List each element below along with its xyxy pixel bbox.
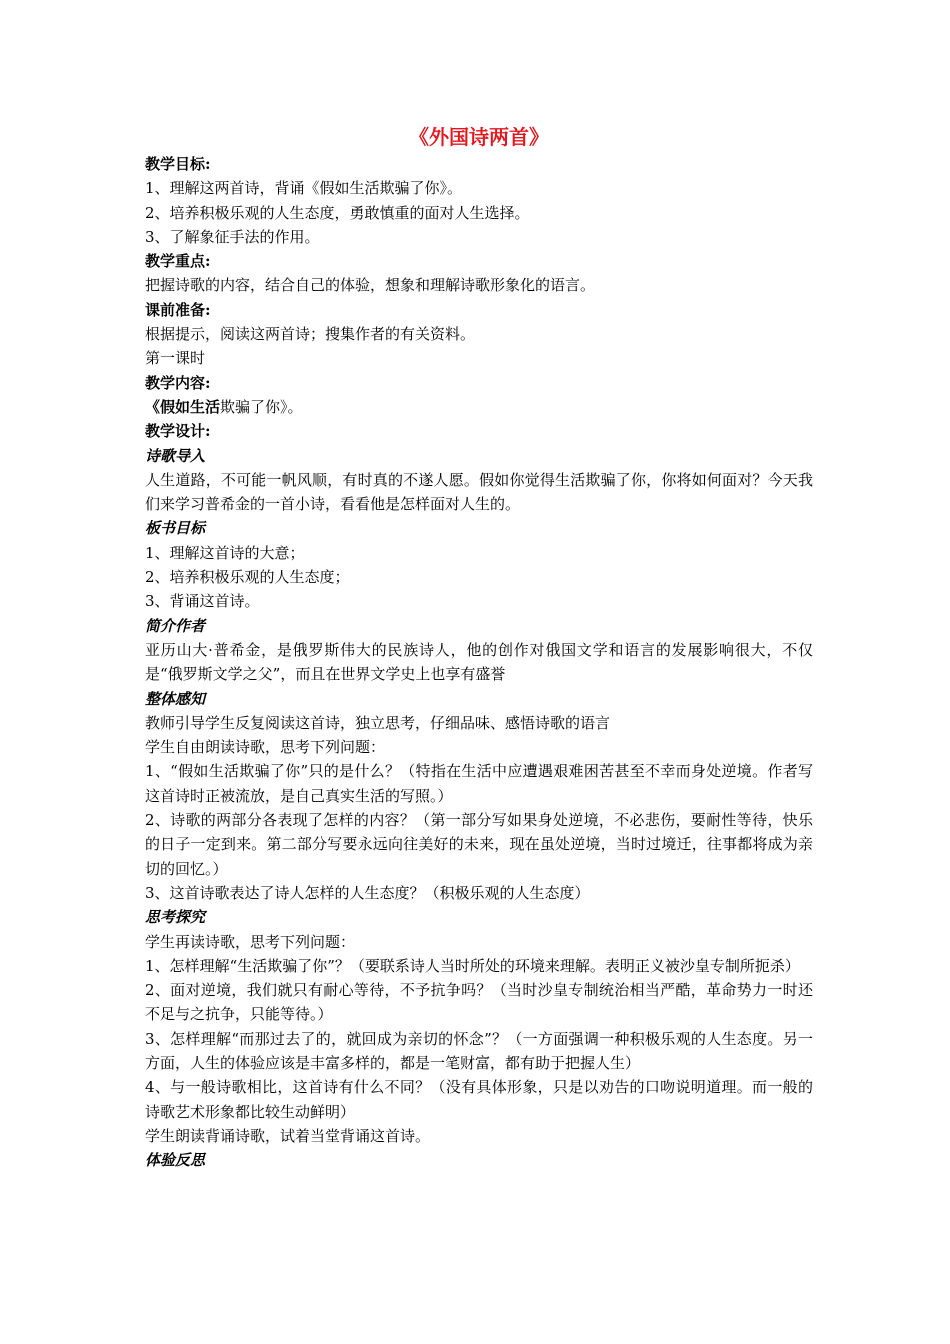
explore-intro: 学生再读诗歌，思考下列问题： xyxy=(145,932,356,951)
goal-item: 3、了解象征手法的作用。 xyxy=(145,227,320,246)
section-heading-board: 板书目标 xyxy=(145,519,206,538)
explore-question: 4、与一般诗歌相比，这首诗有什么不同？（没有具体形象，只是以劝告的口吻说明道理。而一般的诗歌艺术形象都比较生动鲜明） xyxy=(145,1078,813,1121)
explore-question: 3、怎样理解“而那过去了的，就回成为亲切的怀念”？（一方面强调一种积极乐观的人生态度。另一方面，人生的体验应该是丰富多样的，都是一笔财富，都有助于把握人生） xyxy=(145,1029,813,1072)
overall-question: 3、这首诗歌表达了诗人怎样的人生态度？（积极乐观的人生态度） xyxy=(145,883,590,902)
intro-text: 人生道路，不可能一帆风顺，有时真的不遂人愿。假如你觉得生活欺骗了你，你将如何面对？今天我们来学习普希金的一首小诗，看看他是怎样面对人生的。 xyxy=(145,470,813,514)
overall-line: 教师引导学生反复阅读这首诗，独立思考，仔细品味、感悟诗歌的语言 xyxy=(145,713,611,732)
goal-item: 1、理解这两首诗，背诵《假如生活欺骗了你》。 xyxy=(145,179,463,198)
goal-item: 2、培养积极乐观的人生态度，勇敢慎重的面对人生选择。 xyxy=(145,203,530,222)
content-text-bold: 《假如生活 xyxy=(145,397,221,416)
author-text: 亚历山大·普希金，是俄罗斯伟大的民族诗人，他的创作对俄国文学和语言的发展影响很大，不仅是“俄罗斯文学之父”，而且在世界文学史上也享有盛誉 xyxy=(145,640,813,684)
section-heading-explore: 思考探究 xyxy=(145,908,206,927)
board-item: 1、理解这首诗的大意； xyxy=(145,543,305,562)
section-heading-overall: 整体感知 xyxy=(145,689,206,708)
section-heading-intro: 诗歌导入 xyxy=(145,446,206,465)
section-heading-author: 简介作者 xyxy=(145,616,206,635)
section-heading-reflect: 体验反思 xyxy=(145,1151,206,1170)
lesson-label: 第一课时 xyxy=(145,349,206,368)
content-heading: 教学内容: xyxy=(145,373,211,392)
design-heading: 教学设计: xyxy=(145,422,211,441)
board-item: 2、培养积极乐观的人生态度； xyxy=(145,568,350,587)
document-title: 《外国诗两首》 xyxy=(409,125,549,149)
overall-line: 学生自由朗读诗歌，思考下列问题： xyxy=(145,738,386,757)
overall-question: 2、诗歌的两部分各表现了怎样的内容？（第一部分写如果身处逆境，不必悲伤，要耐性等待，快乐的日子一定到来。第二部分写要永远向往美好的未来，现在虽处逆境，当时过境迁，往事都将成为亲切的回忆。） xyxy=(145,811,813,878)
content-text-rest: 欺骗了你》。 xyxy=(220,397,303,416)
overall-question: 1、“假如生活欺骗了你”只的是什么？（特指在生活中应遭遇艰难困苦甚至不幸而身处逆境。作者写这首诗时正被流放，是自己真实生活的写照。） xyxy=(145,762,813,805)
explore-question: 1、怎样理解“生活欺骗了你”？（要联系诗人当时所处的环境来理解。表明正义被沙皇专制所扼杀） xyxy=(145,956,800,975)
board-item: 3、背诵这首诗。 xyxy=(145,592,260,611)
focus-text: 把握诗歌的内容，结合自己的体验，想象和理解诗歌形象化的语言。 xyxy=(145,276,596,295)
explore-outro: 学生朗读背诵诗歌，试着当堂背诵这首诗。 xyxy=(145,1126,431,1145)
goals-heading: 教学目标: xyxy=(145,155,211,173)
focus-heading: 教学重点: xyxy=(145,252,211,271)
content-text xyxy=(145,395,813,419)
explore-question: 2、面对逆境，我们就只有耐心等待，不予抗争吗？（当时沙皇专制统治相当严酷，革命势力一时还不足与之抗争，只能等待。） xyxy=(145,981,813,1024)
prep-heading: 课前准备: xyxy=(145,300,211,319)
document-body xyxy=(145,122,813,1172)
prep-text: 根据提示，阅读这两首诗；搜集作者的有关资料。 xyxy=(145,325,476,344)
